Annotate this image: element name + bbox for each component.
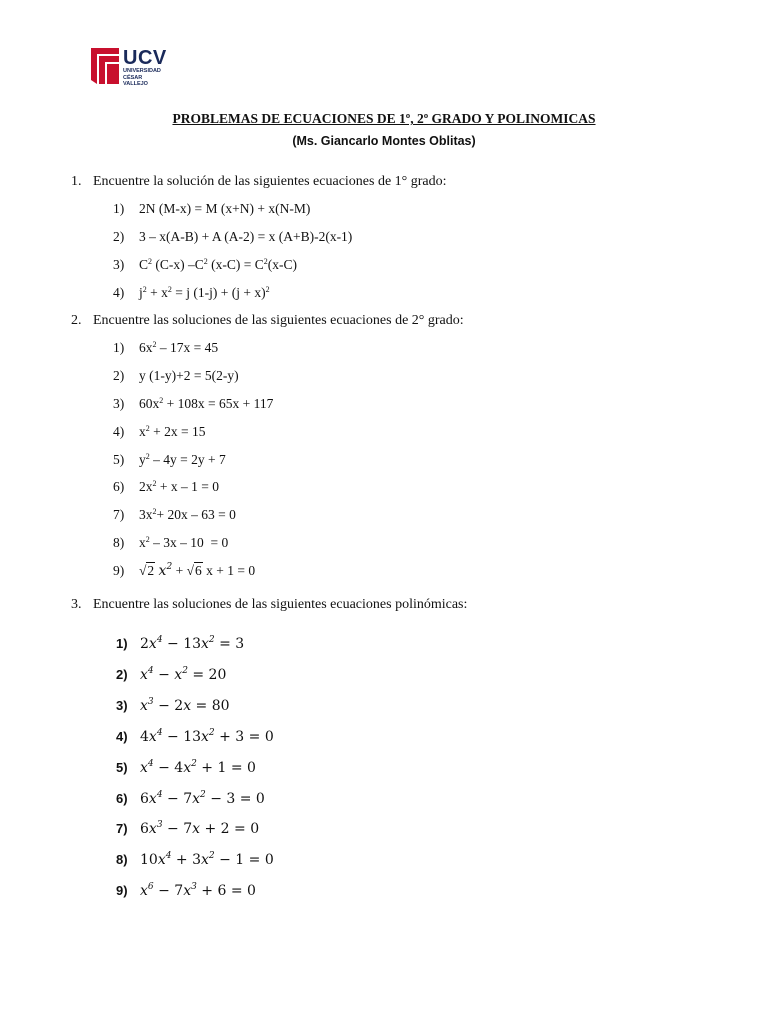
logo-line1: UNIVERSIDAD	[123, 68, 161, 74]
list-item: 4) $4x^4 - 13x^2 + 3 = 0$	[116, 728, 274, 745]
list-item: 1) 2N (M-x) = M (x+N) + x(N-M)	[113, 201, 311, 216]
list-item: 1) $6x^2 - 17x = 45$	[113, 340, 219, 355]
list-item: 7) $6x^3 - 7x + 2 = 0$	[116, 820, 260, 837]
list-item: 4) $j^2 + x^2 = j$ $(1-j) + (j + x)^2$	[113, 285, 270, 300]
list-item: 5) $y^2 - 4y = 2y + 7$	[113, 452, 226, 467]
list-item: 6) $6x^4 - 7x^2 - 3 = 0$	[116, 790, 265, 807]
list-item: 3) $x^3 - 2x = 80$	[116, 697, 230, 714]
section-3-prompt: 3. Encuentre las soluciones de las siguientes ecuaciones polinómicas:	[71, 597, 468, 612]
list-item: 8) $x^2 - 3x - 10 = 0$	[113, 535, 229, 550]
list-item: 2) $x^4 - x^2 = 20$	[116, 666, 227, 683]
list-item: 3) $60x^2 + 108x = 65x + 117$	[113, 396, 274, 411]
university-logo	[91, 46, 167, 88]
document-title: PROBLEMAS DE ECUACIONES DE 1º, 2º GRADO Y POLINOMICAS	[172, 111, 596, 126]
list-item: 1) $2x^4 - 13x^2 = 3$	[116, 635, 245, 652]
section-2-prompt: 2. Encuentre las soluciones de las siguientes ecuaciones de 2° grado:	[71, 313, 464, 328]
ucv-emblem-icon	[91, 46, 121, 86]
list-item: 8) $10x^4 + 3x^2 - 1 = 0$	[116, 851, 274, 868]
logo-line2: CÉSAR VALLEJO	[123, 74, 148, 87]
section-1-prompt: 1. Encuentre la solución de las siguientes ecuaciones de 1° grado:	[71, 174, 447, 189]
list-item: 2) 3 – x(A-B) + A (A-2) = x (A+B)-2(x-1)	[113, 229, 353, 244]
list-item: 7) $3x^2+ 20x - 63 = 0$	[113, 507, 236, 522]
list-item: 5) $x^4 - 4x^2 + 1 = 0$	[116, 759, 256, 776]
list-item: 9) √2 $x^2 + √6$ x + 1 = 0	[113, 562, 256, 579]
document-subtitle: (Ms. Giancarlo Montes Oblitas)	[292, 134, 476, 148]
list-item: 3) $C^2$ (C-x) $-C^2$ $(x-C) = C^2(x-C)$	[113, 257, 297, 272]
list-item: 6) $2x^2 + x - 1 = 0$	[113, 479, 219, 494]
list-item: 9) $x^6 - 7x^3 + 6 = 0$	[116, 882, 256, 899]
list-item: 4) $x^2 + 2x = 15$	[113, 424, 206, 439]
list-item: 2) y (1-y)+2 = 5(2-y)	[113, 368, 239, 383]
logo-brand: UCV	[123, 47, 167, 69]
